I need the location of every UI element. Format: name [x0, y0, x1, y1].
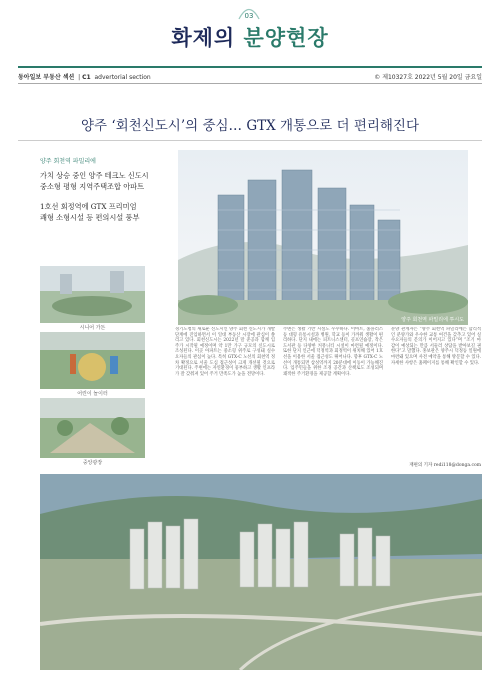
byline: 재편의 기자 redi118@donga.com	[409, 463, 481, 468]
page-title	[0, 22, 500, 52]
article-column-1: 경기도청의 새로운 신도시인 양주 회천 신도시가 개발 단계에 진입하면서 이 일대 부동산 시장에 관심이 쏠리고 있다. 회천신도시는 2022년 말 준공과 함께 입주가 시작될 예정이며 약 1만 가구 규모의 신도시로 조성된다. 이곳 아파트는 중소형 위주로 구성돼 실수요자들의 관심이 높다. 특히 GTX-C 노선의 회천역 정차 확정으로 서울 도심 접근성이 크게 개선될 것으로 기대된다. 주변에는 자연환경이 풍부하고 생활 인프라가 잘 갖춰져 있어 주거 만족도가 높을 전망이다.	[175, 327, 275, 377]
page-title-part2: 분양현장	[243, 26, 329, 50]
page-title-part1: 화제의	[171, 26, 244, 50]
photo-central-plaza	[40, 398, 145, 458]
kicker: 양주 회천역 파밀리에	[40, 158, 96, 165]
subhead-4: 쾌형 소형시설 등 편의시설 풍부	[40, 213, 140, 222]
article-column-2: 주변은 생활 기반 시설도 우수하다. 이마트, 홈플러스 등 대형 유통시설과 병원, 학교 등이 가까워 생활이 편리하다. 단지 내에는 피트니스센터, 골프연습장, 작은도서관 등 다양한 커뮤니티 시설이 마련될 예정이다. 또한 단지 인근에 덕정역과 회정역이 위치해 있어 1호선을 이용한 서울 접근성도 뛰어나다. 향후 GTX-C 노선이 개통되면 삼성역까지 20분대에 이동이 가능해진다. 입주민들을 위한 조경 공간과 산책로도 조성되며 쾌적한 주거환경을 제공할 계획이다.	[283, 327, 383, 377]
section-name: 동아일보 부동산 섹션	[18, 74, 75, 81]
subhead-3: 1호선 회정역에 GTX 프리미엄	[40, 202, 137, 211]
caption-senior-garden: 시니어 가든	[79, 325, 106, 331]
section-tag: advertorial section	[94, 74, 151, 81]
page-code: C1	[82, 74, 91, 81]
photo-senior-garden	[40, 266, 145, 323]
edition-info: © 제10327호 2022년 5월 20일 금요일	[374, 74, 482, 81]
section-info-bar: 동아일보 부동산 섹션 | C1 advertorial section © 제10327호 2022년 5월 20일 금요일	[18, 74, 482, 81]
central-plaza-image	[40, 398, 145, 458]
subhead-2: 중소형 평형 지역주택조합 아파트	[40, 182, 145, 191]
headline-rule	[18, 140, 482, 141]
photo-playground	[40, 332, 145, 389]
subhead-1: 가치 상승 중인 양주 테크노 신도시	[40, 171, 149, 180]
article-column-3: 분양 관계자는 “양주 회천역 파밀리에는 합리적인 분양가와 우수한 교통 여건을 갖추고 있어 실수요자들의 문의가 이어지고 있다”며 “조기 마감이 예상되는 만큼 서둘러 상담을 받아보길 권한다”고 말했다. 홍보관은 양주시 덕정동 일원에 마련돼 있으며 사전 예약을 통해 방문할 수 있다. 자세한 사항은 홈페이지를 통해 확인할 수 있다.	[391, 327, 481, 366]
section-number-badge	[236, 4, 262, 22]
playground-image	[40, 332, 145, 389]
main-headline: 양주 ‘회천신도시’의 중심… GTX 개통으로 더 편리해진다	[80, 118, 420, 134]
hero-rendering-image	[178, 150, 468, 325]
subheader-rule	[18, 83, 482, 84]
caption-central-plaza: 중앙광장	[82, 460, 103, 466]
senior-garden-image	[40, 266, 145, 323]
hero-rendering	[178, 150, 468, 325]
caption-playground: 어린이 놀이터	[77, 391, 108, 397]
hero-caption: 양주 회천역 파밀리에 투시도	[401, 317, 464, 323]
header-rule	[18, 66, 482, 68]
aerial-photo-image	[40, 474, 482, 670]
aerial-photo	[40, 474, 482, 670]
badge-number: 03	[244, 12, 254, 20]
